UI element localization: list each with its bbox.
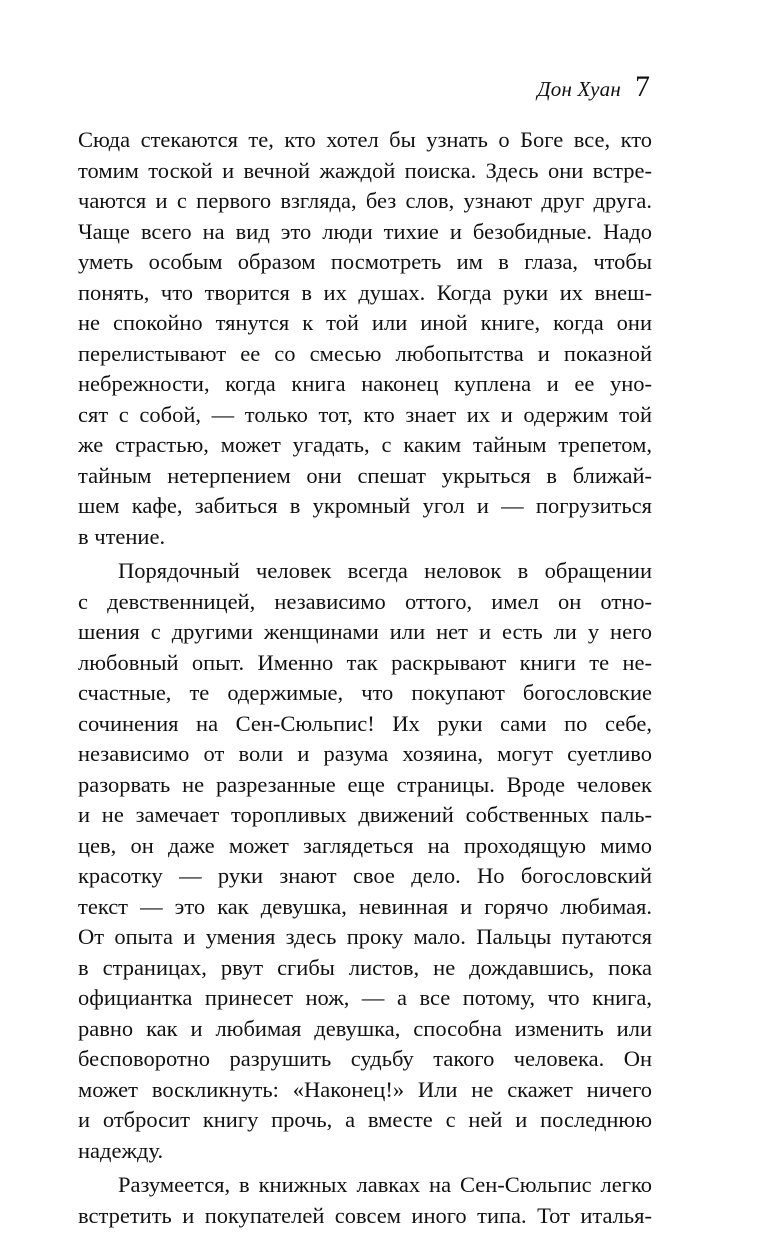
text-line: и отбросит книгу прочь, а вместе с ней и последнюю xyxy=(78,1107,652,1132)
paragraph-1 xyxy=(78,125,652,552)
text-line: Разумеется, в книжных лавках на Сен-Сюльпис легко xyxy=(118,1172,652,1197)
running-title: Дон Хуан xyxy=(537,77,621,101)
text-line: сят с собой, — только тот, кто знает их и одержим той xyxy=(78,401,652,427)
running-head xyxy=(537,72,650,102)
text-line: не спокойно тянутся к той или иной книге, когда они xyxy=(78,310,652,335)
page-number: 7 xyxy=(635,70,650,103)
text-line: разорвать не разрезанные еще страницы. Вроде человек xyxy=(78,771,652,797)
text-line: понять, что творится в их душах. Когда руки их внеш- xyxy=(78,279,652,305)
text-line: счастные, те одержимые, что покупают богословские xyxy=(78,680,652,705)
text-line: сочинения на Сен-Сюльпис! Их руки сами по себе, xyxy=(78,710,652,736)
text-line: может воскликнуть: «Наконец!» Или не скажет ничего xyxy=(78,1076,652,1102)
paragraph-3 xyxy=(78,1170,652,1231)
text-line: Чаще всего на вид это люди тихие и безобидные. Надо xyxy=(78,218,652,244)
text-line: с девственницей, независимо оттого, имел он отно- xyxy=(78,588,652,614)
text-line: независимо от воли и разума хозяина, могут суетливо xyxy=(78,741,652,766)
text-line: любовный опыт. Именно так раскрывают книги те не- xyxy=(78,649,652,675)
text-line: красотку — руки знают свое дело. Но богословский xyxy=(78,863,652,888)
text-line: цев, он даже может заглядеться на проходящую мимо xyxy=(78,832,652,858)
text-line: надежду. xyxy=(78,1137,164,1163)
text-line: и не замечает торопливых движений собственных паль- xyxy=(78,802,652,827)
text-line: текст — это как девушка, невинная и горячо любимая. xyxy=(78,893,652,919)
text-line: перелистывают ее со смесью любопытства и показной xyxy=(78,340,652,366)
text-line: шем кафе, забиться в укромный угол и — погрузиться xyxy=(78,493,652,518)
text-line: шения с другими женщинами или нет и есть ли у него xyxy=(78,619,652,644)
text-line: уметь особым образом посмотреть им в глаза, чтобы xyxy=(78,249,652,274)
text-line: небрежности, когда книга наконец куплена и ее уно- xyxy=(78,371,652,396)
text-line: же страстью, может угадать, с каким тайным трепетом, xyxy=(78,432,652,457)
text-line: официантка принесет нож, — а все потому, что книга, xyxy=(78,985,652,1010)
body-text xyxy=(78,125,652,1235)
text-line: чаются и с первого взгляда, без слов, узнают друг друга. xyxy=(78,188,652,213)
text-line: тайным нетерпением они спешат укрыться в ближай- xyxy=(78,462,652,488)
text-line: томим тоской и вечной жаждой поиска. Здесь они встре- xyxy=(78,157,652,183)
text-line: в чтение. xyxy=(78,523,166,549)
text-line: От опыта и умения здесь проку мало. Пальцы путаются xyxy=(78,924,652,949)
text-line: Порядочный человек всегда неловок в обращении xyxy=(118,558,652,583)
text-line: Сюда стекаются те, кто хотел бы узнать о Боге все, кто xyxy=(78,127,652,152)
text-line: встретить и покупателей совсем иного типа. Тот италья- xyxy=(78,1202,652,1228)
text-line: бесповоротно разрушить судьбу такого человека. Он xyxy=(78,1046,652,1071)
text-line: в страницах, рвут сгибы листов, не дождавшись, пока xyxy=(78,954,652,980)
text-line: равно как и любимая девушка, способна изменить или xyxy=(78,1015,652,1041)
paragraph-2 xyxy=(78,556,652,1166)
